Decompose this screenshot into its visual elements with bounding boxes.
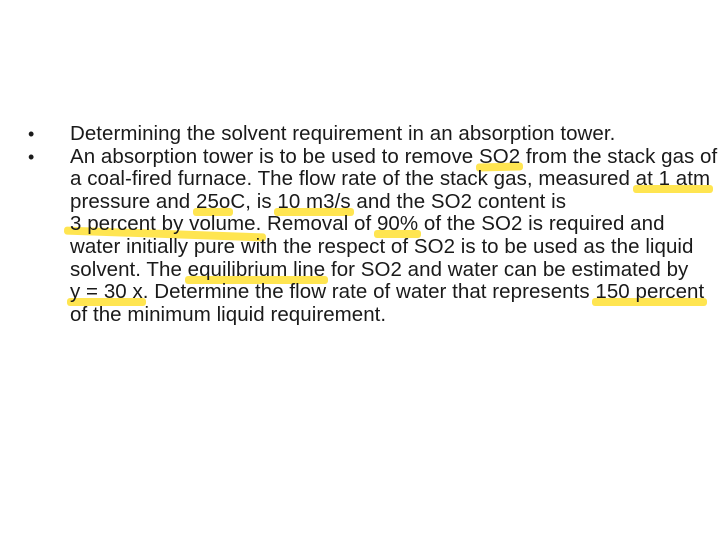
text-segment: C, is (230, 189, 278, 213)
text-segment: pressure and (70, 189, 197, 213)
highlighted-term: 150 percent (595, 280, 705, 304)
bullet-marker: • (28, 124, 35, 144)
highlighted-term: 3 percent by volume (70, 212, 256, 236)
bullet-item-2 (28, 146, 718, 327)
text-segment: An absorption tower is to be used to remove (70, 144, 480, 168)
highlighted-term: y = 30 x (70, 280, 143, 304)
highlighted-term: SO2 (479, 144, 521, 168)
text-segment: . Determine the flow rate of water that represents (142, 280, 596, 304)
text-segment: from the stack gas of a coal-fired furnace. The flow rate of the stack gas, measured (70, 144, 718, 191)
highlighted-term: 90% (376, 212, 419, 236)
highlighted-term: 25o (196, 189, 231, 213)
highlighted-term: equilibrium line (187, 257, 326, 281)
text-segment: and the SO2 content is (350, 189, 567, 213)
bullet-list (28, 123, 718, 326)
bullet-item-1 (28, 123, 718, 146)
bullet-marker: • (28, 146, 35, 167)
highlighted-term: at 1 atm (635, 167, 711, 191)
bullet-text: Determining the solvent requirement in an absorption tower. (70, 122, 616, 145)
text-segment: for SO2 and water can be estimated by (325, 257, 689, 281)
text-segment: of the SO2 is required and water initially pure with the respect of SO2 is to be used as the liquid solvent. The (70, 212, 694, 281)
problem-statement (70, 145, 717, 326)
text-segment: . Removal of (255, 212, 377, 236)
highlighted-term: 10 m3/s (277, 189, 351, 213)
text-segment: of the minimum liquid requirement. (70, 302, 387, 326)
